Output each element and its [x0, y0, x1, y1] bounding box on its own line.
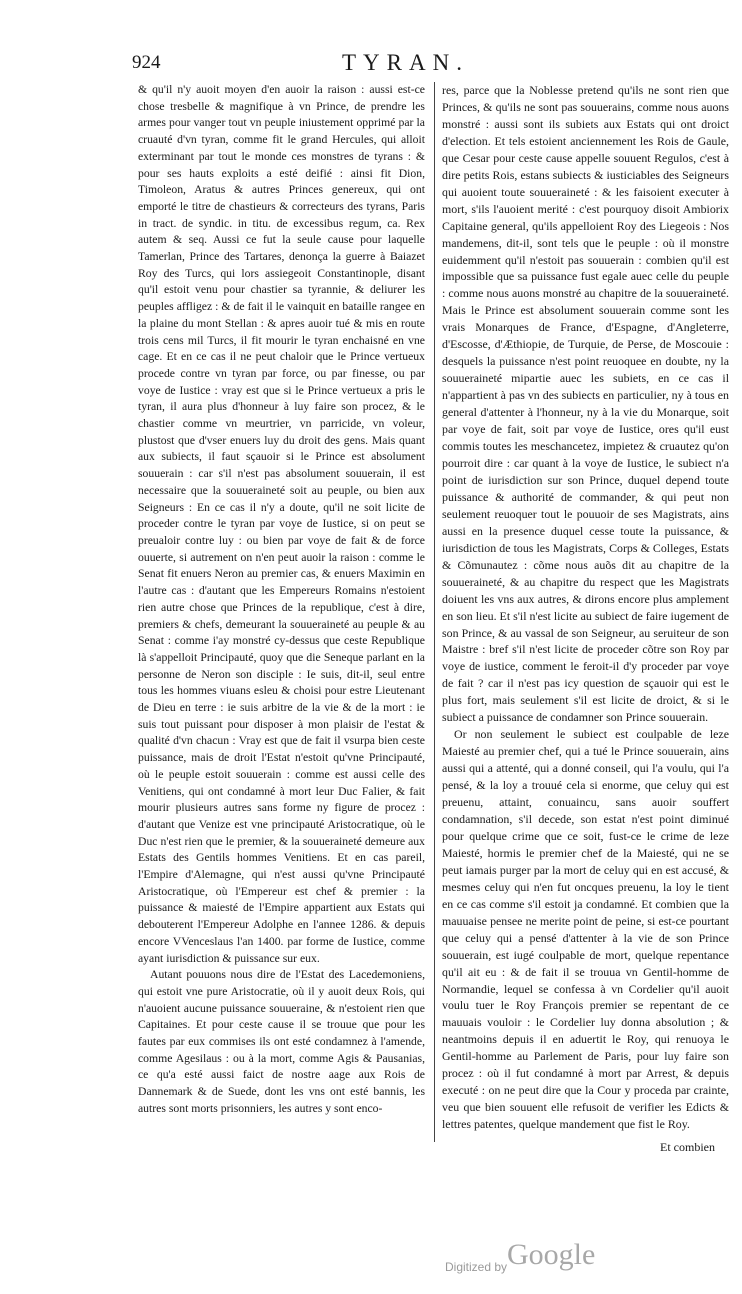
right-column	[442, 82, 729, 1133]
page-header	[132, 52, 612, 80]
watermark-small-text: Digitized by	[445, 1260, 508, 1274]
catchword: Et combien	[660, 1140, 715, 1154]
page-number: 924	[132, 52, 161, 73]
left-paragraph-2: Autant pouuons nous dire de l'Estat des Lacedemoniens, qui estoit vne pure Aristocratie, où il y auoit deux Rois, qui n'auoient aucune puissance souueraine, & n'estoient rien que Capitaines. Et pour ceste cause il se trouue que pour les fautes par eux commises ils ont esté condamnez à l'amende, comme Agesilaus : ou à la mort, comme Agis & Pausanias, ce qu'a esté aussi faict de nostre aage aux Rois de Dannemark & de Suede, dont les vns ont esté bannis, les autres sont morts prisonniers, les autres y sont enco-	[138, 968, 425, 1115]
right-paragraph-2: Or non seulement le subiect est coulpable de leze Maiesté au premier chef, qui a tué le Prince souuerain, ains aussi qui a attenté, qui a donné conseil, qui l'a voulu, qui l'a pensé, & la loy a trouué cela si enorme, que celuy qui est preuenu, attaint, conuaincu, sans auoir souffert condamnation, s'il decede, son estat n'est point diminué pour quelque crime que ce soit, fust-ce le crime de leze Maiesté, hormis le premier chef de la Maiesté, qui ne se peut iamais purger par la mort de celuy qui en est accusé, & mesmes celuy qui n'en fut oncques preuenu, la loy le tient en ce cas comme s'il estoit ja condamné. Et combien que la mauuaise pensee ne merite point de peine, si est-ce pourtant que celuy qui a pensé d'attenter à la vie de son Prince souuerain, est iugé coulpable de mort, quelque repentance qu'il ait eu : & de fait il se trouua vn Gentil-homme de Normandie, lequel se confessa à vn Cordelier qu'il auoit voulu tuer le Roy François premier se repentant de ce mauuais vouloir : le Cordelier luy donna absolution ; & neantmoins depuis il en aduertit le Roy, qui renuoya le Gentil-homme au Parlement de Paris, pour luy faire son procez : où il fut condamné à mort par Arrest, & depuis executé : on ne peut dire que la Cour y proceda par crainte, veu que bien souuent elle refusoit de verifier les Edicts & lettres patentes, quelque mandement que fist le Roy.	[442, 727, 729, 1132]
watermark-logo-text: Google	[507, 1238, 596, 1271]
left-column	[138, 82, 425, 1118]
running-title: TYRAN.	[342, 50, 469, 75]
right-paragraph-1: res, parce que la Noblesse pretend qu'ils ne sont rien que Princes, & qu'ils ne sont pas souuerains, comme nous auons monstré : aussi sont ils subiets aux Estats qui ont droict d'election. Et tels estoient anciennement les Rois de Gaule, que Cesar pour ceste cause appelle souuent Regulos, c'est à dire petits Rois, estans subiects & iusticiables des Seigneurs qui auoient toute souueraineté : & les faisoient executer à mort, s'ils l'auoient merité : c'est pourquoy disoit Ambiorix Capitaine general, qu'ils appelloient Roy des Liegeois : Nos mandemens, dit-il, sont tels que le peuple : où il monstre euidemment qu'il n'estoit pas souuerain : combien qu'il est impossible que sa puissance fust egale auec celle du peuple : comme nous auons monstré au chapitre de la souueraineté. Mais le Prince est absolument souuerain comme sont les vrais Monarques de France, d'Espagne, d'Angleterre, d'Escosse, d'Æthiopie, de Turquie, de Perse, de Moscouie : desquels la puissance n'est point reuoquee en doubte, ny la souueraineté mipartie auec les subiets, en ce cas il n'appartient à pas vn des subiects en particulier, ny à tous en general d'attenter à l'honneur, ny à la vie du Monarque, soit par voye de fait, soit par voye de Iustice, ores qu'il eust commis toutes les meschancetez, impietez & cruautez qu'on pourroit dire : car quant à la voye de Iustice, le subiect n'a point de iurisdiction sur son Prince, duquel depend toute puissance & authorité de commander, & qui peut non seulement reuoquer tout le pouuoir de ses Magistrats, ains aussi en la presence duquel cesse toute la puissance, & iurisdiction de tous les Magistrats, Corps & Colleges, Estats & Cõmunautez : cõme nous auõs dit au chapitre de la souueraineté, & au chapitre du respect que les Magistrats doiuent les vns aux autres, & dirons encore plus amplement en son lieu. Et s'il n'est licite au subiect de faire iugement de son Prince, & au vassal de son Seigneur, au seruiteur de son Maistre : bref s'il n'est licite de proceder cõtre son Roy par voye de iustice, comment le feroit-il d'y proceder par voye de fait ? car il n'est pas icy question de sçauoir qui est le plus fort, mais seulement s'il est licite de droict, & si le subiect a puissance de condamner son Prince souuerain.	[442, 83, 729, 725]
left-paragraph-1: & qu'il n'y auoit moyen d'en auoir la raison : aussi est-ce chose tresbelle & magnifique à vn Prince, de prendre les armes pour vanger tout vn peuple iniustement opprimé par la cruauté d'vn tyran, comme fit le grand Hercules, qui alloit exterminant par tout le monde ces monstres de tyrans : & pour ses hauts exploits a esté deifié : ainsi fit Dion, Timoleon, Aratus & autres Princes genereux, qui ont emporté le titre de chastieurs & correcteurs des tyrans, Paris in tract. de syndic. in titu. de excessibus regum, ca. Rex autem & seq. Aussi ce fut la seule cause pour laquelle Tamerlan, Prince des Tartares, denonça la guerre à Baiazet Roy des Turcs, qui lors assiegeoit Constantinople, disant qu'il estoit venu pour chastier sa tyrannie, & deliurer les peuples affligez : & de fait il le vainquit en bataille rangee en la plaine du mont Stellan : & apres auoir tué & mis en route trois cens mil Turcs, il fit mourir le tyran enchaisné en vne cage. Et en ce cas il ne peut chaloir que le Prince vertueux procede contre vn tyran par force, ou par finesse, ou par voye de Iustice : vray est que si le Prince vertueux a pris le tyran, il aura plus d'honneur à luy faire son procez, & le chastier comme vn meurtrier, vn parricide, vn voleur, plustost que d'vser enuers luy du droit des gens. Mais quant aux subiects, il faut sçauoir si le Prince est absolument souuerain : car s'il n'est pas absolument souuerain, il est necessaire que la souueraineté soit au peuple, ou bien aux Seigneurs : En ce cas il n'y a doute, qu'il ne soit licite de proceder contre le tyran par voye de Iustice, si on peut se preualoir contre luy : ou bien par voye de fait & de force ouuerte, si autrement on n'en peut auoir la raison : comme le Senat fit enuers Neron au premier cas, & enuers Maximin en l'autre cas : d'autant que les Empereurs Romains n'estoient rien autre chose que Princes de la republique, c'est à dire, premiers & chefs, demeurant la souueraineté au peuple & au Senat : comme i'ay monstré cy-dessus que ceste Republique là s'appelloit Principauté, quoy que die Seneque parlant en la personne de Neron son disciple : Ie suis, dit-il, seul entre tous les hommes viuans esleu & choisi pour estre Lieutenant de Dieu en terre : ie suis arbitre de la vie & de la mort : ie suis tout puissant pour disposer à mon plaisir de l'estat & qualité d'vn chacun : Vray est que de fait il vsurpa bien ceste puissance, mais de droit l'Estat n'estoit qu'vne Principauté, où le peuple estoit souuerain : comme est aussi celle des Venitiens, qui ont condamné à mort leur Duc Falier, & fait mourir plusieurs autres sans forme ny figure de procez : d'autant que Venize est vne principauté Aristocratique, où le Duc n'est rien que le premier, & la souueraineté demeure aux Estats des Gentils hommes Venitiens. Et en cas pareil, l'Empire d'Alemagne, qui n'est aussi qu'vne Principauté Aristocratique, où l'Empereur est chef & premier : la puissance & maiesté de l'Empire appartient aux Estats qui debouterent l'Empereur Adolphe en l'annee 1286. & depuis encore VVenceslaus l'an 1400. par forme de Iustice, comme ayant iurisdiction & puissance sur eux.	[138, 83, 425, 965]
column-divider	[434, 82, 435, 1142]
digitized-watermark	[445, 1238, 645, 1288]
